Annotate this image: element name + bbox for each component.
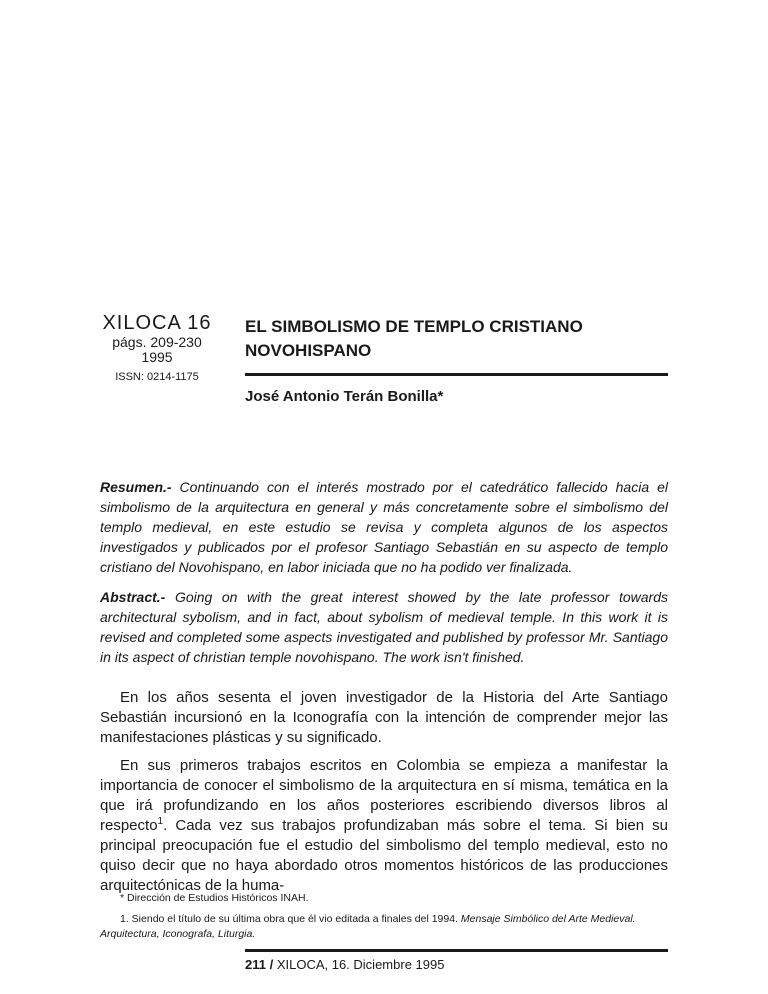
publication-year: 1995: [141, 349, 173, 365]
body-text: [100, 688, 668, 904]
title-divider: [245, 373, 668, 376]
page-number: 211 /: [245, 957, 274, 972]
body-paragraph-2-end: . Cada vez sus trabajos profundizaban más sobre el tema. Si bien su principal preocupación fue el estudio del simbolismo del templo medieval, esto no quiso decir que no haya abordado otros momentos históricos de las producciones arquitectónicas de la huma-: [100, 817, 668, 894]
resumen-paragraph: [100, 477, 668, 577]
resumen-label: Resumen.-: [100, 479, 172, 495]
body-paragraph-1: En los años sesenta el joven investigador de la Historia del Arte Santiago Sebastián incursionó en la Iconografía con la intención de comprender mejor las manifestaciones plásticas y su significado.: [100, 689, 668, 746]
footnote-1-text: 1. Siendo el título de su última obra que él vio editada a finales del 1994.: [120, 913, 461, 925]
footer-line: [245, 957, 668, 972]
body-paragraph-2-start: En sus primeros trabajos escritos en Colombia se empieza a manifestar la importancia de conocer el simbolismo de la arquitectura en sí misma, temática en la que irá profundizando en los años posteriores escribiendo diversos libros al respecto: [100, 757, 668, 834]
journal-meta: [86, 312, 228, 384]
footnotes: [100, 891, 668, 948]
footnote-1-work-title: Mensaje Simbólico del Arte Medieval. Arquitectura, Iconografa, Liturgia.: [100, 913, 636, 940]
abstract-text: Going on with the great interest showed by the late professor towards architectural sybolism, and in fact, about sybolism of medieval temple. In this work it is revised and completed some aspects investigated and published by professor Mr. Santiago in its aspect of christian temple novohispano. The work isn't finished.: [100, 589, 668, 665]
body-paragraph-2: [100, 756, 668, 896]
footer-divider: [245, 949, 668, 952]
abstract-label: Abstract.-: [100, 589, 166, 605]
page-range: págs. 209-230: [112, 334, 202, 350]
resumen-text: Continuando con el interés mostrado por el catedrático fallecido hacia el simbolismo de la arquitectura en general y más concretamente sobre el simbolismo del templo medieval, en este estudio se revisa y completa algunos de los aspectos investigados y publicados por el profesor Santiago Sebastián en su aspecto de templo cristiano del Novohispano, en labor iniciada que no ha podido ver finalizada.: [100, 479, 668, 575]
article-author: José Antonio Terán Bonilla*: [245, 388, 444, 405]
title-block: [245, 315, 668, 405]
issn: ISSN: 0214-1175: [115, 371, 199, 383]
page-footer: [245, 949, 668, 972]
footer-source: XILOCA, 16. Diciembre 1995: [273, 957, 445, 972]
article-title: EL SIMBOLISMO DE TEMPLO CRISTIANO NOVOHISPANO: [245, 317, 583, 360]
footnote-1: [100, 912, 668, 942]
footnote-author-affiliation: * Dirección de Estudios Históricos INAH.: [120, 892, 309, 904]
footnote-ref-1: 1: [157, 816, 164, 827]
abstract-paragraph: [100, 587, 668, 667]
journal-name: XILOCA 16: [102, 312, 212, 334]
